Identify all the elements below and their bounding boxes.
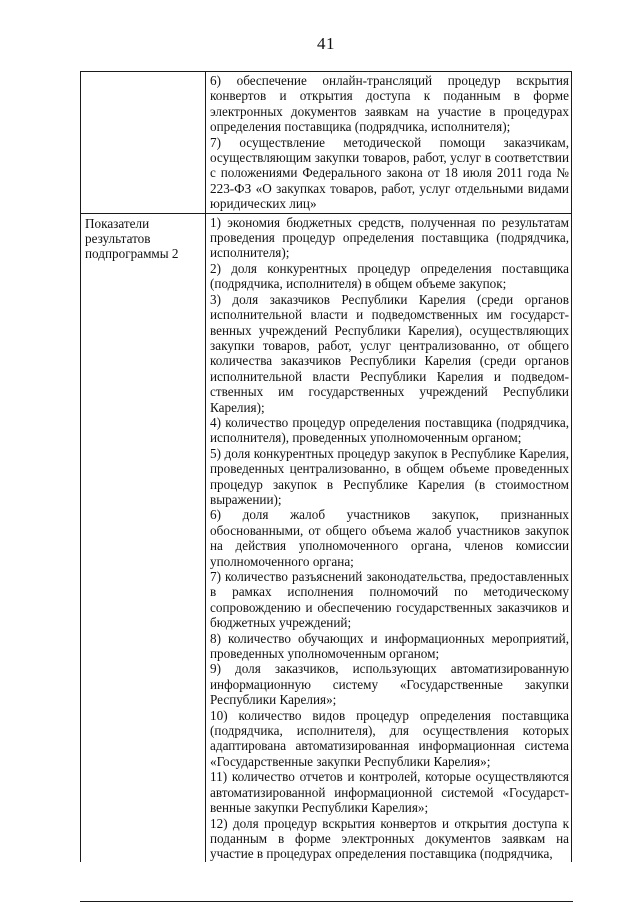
row-content-cell [206, 213, 572, 862]
row-content-cell [206, 72, 572, 214]
row-label [85, 72, 203, 74]
list-item: 11) количество отчетов и контролей, которые осуществляются автоматизированной информационной системой «Государст-венные закупки Республики Карелия»; [210, 769, 569, 816]
program-passport-table [80, 71, 572, 862]
table-row [81, 213, 572, 862]
row-label-cell [81, 213, 206, 862]
list-item: 12) доля процедур вскрытия конвертов и открытия доступа к поданным в форме электронных документов заявкам на участие в процедурах определения поставщика (подрядчика, [210, 815, 569, 862]
list-item: 6) доля жалоб участников закупок, признанных обоснованными, от общего объема жалоб участников закупок на действия уполномоченного органа, членов комиссии уполномоченного органа; [210, 507, 569, 569]
list-item: 2) доля конкурентных процедур определения поставщика (подрядчика, исполнителя) в общем объеме закупок; [210, 260, 569, 292]
list-item: 4) количество процедур определения поставщика (подрядчика, исполнителя), проведенных уполномоченным органом; [210, 414, 569, 446]
page-number: 41 [317, 34, 335, 53]
list-item: 7) количество разъяснений законодательства, предоставленных в рамках исполнения полномочий по методическому сопровождению и обеспечению государственных заказчиков и бюджетных учреждений; [210, 569, 569, 631]
list-item: 5) доля конкурентных процедур закупок в Республике Карелия, проведенных централизованно, в общем объеме проведенных процедур закупок в Республике Карелия (в стоимостном выражении); [210, 445, 569, 507]
row-label-cell [81, 72, 206, 214]
table-bottom-border [80, 901, 573, 902]
table-row [81, 72, 572, 214]
list-item: 10) количество видов процедур определения поставщика (подрядчика, исполнителя), для осуществления которых адаптирована автоматизированная информационная система «Государственные закупки Республики Карелия»; [210, 707, 569, 769]
list-item: 6) обеспечение онлайн-трансляций процедур вскрытия конвертов и открытия доступа к поданным в форме электронных документов заявкам на участие в процедурах определения поставщика (подрядчика, исполнителя); [210, 73, 569, 135]
list-item: 3) доля заказчиков Республики Карелия (среди органов исполнительной власти и подведомственных им государст-венных учреждений Республики Карелия), осуществляющих закупки товаров, работ, услуг централизованно, от общего количества заказчиков Республики Карелия (среди органов исполнительной власти Республики Карелия и подведом-ственных им государственных учреждений Республики Карелия); [210, 291, 569, 415]
list-item: 9) доля заказчиков, использующих автоматизированную информационную систему «Государственные закупки Республики Карелия»; [210, 661, 569, 708]
list-item: 7) осуществление методической помощи заказчикам, осуществляющим закупки товаров, работ, услуг в соответствии с положениями Федерального закона от 18 июля 2011 года № 223-ФЗ «О закупках товаров, работ, услуг отдельными видами юридических лиц» [210, 134, 569, 212]
list-item: 8) количество обучающих и информационных мероприятий, проведенных уполномоченным органом; [210, 630, 569, 662]
row-label: Показатели результатов подпрограммы 2 [85, 215, 179, 262]
list-item: 1) экономия бюджетных средств, полученная по результатам проведения процедур определения поставщика (подрядчика, исполнителя); [210, 214, 569, 261]
